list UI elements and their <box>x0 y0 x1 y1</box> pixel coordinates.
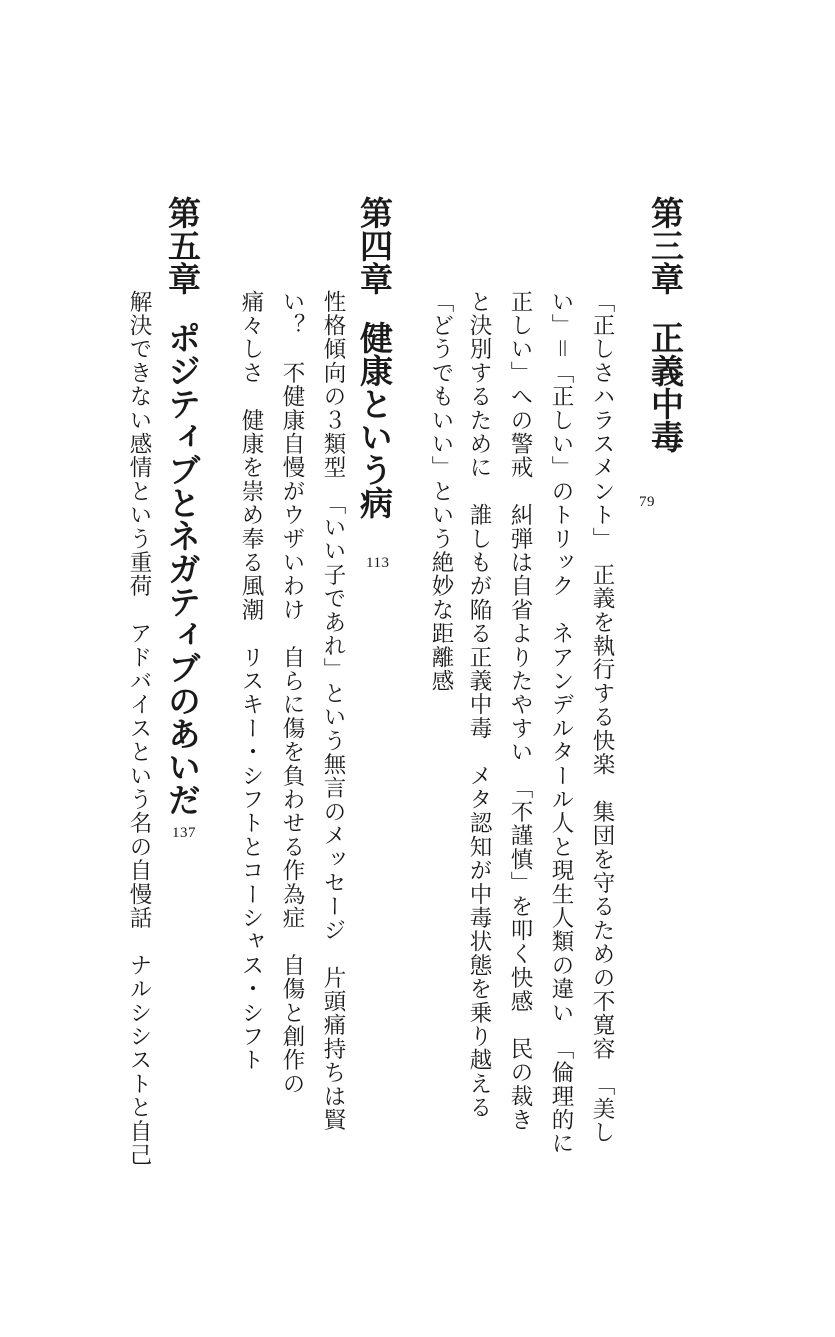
chapter-3-line-5: 「どうでもいい」という絶妙な距離感 <box>428 290 454 693</box>
chapter-5-line-1: 解決できない感情という重荷 アドバイスという名の自慢話 ナルシシストと自己 <box>126 290 152 1167</box>
chapter-3-line-3: 正しい」への警戒 糾弾は自省よりたやすい 「不謹慎」を叩く快感 民の裁き <box>507 290 533 1132</box>
chapter-3-page-number: 79 <box>639 494 655 510</box>
chapter-5-title: ポジティブとネガティブのあいだ <box>163 321 202 816</box>
chapter-4-title: 健康という病 <box>355 321 394 519</box>
chapter-3-line-4: と決別するために 誰しもが陥る正義中毒 メタ認知が中毒状態を乗り越える <box>466 290 492 1120</box>
chapter-4-line-3: 痛々しさ 健康を崇め奉る風潮 リスキー・シフトとコーシャス・シフト <box>238 290 264 1073</box>
chapter-3-heading <box>645 196 685 453</box>
chapter-4-label: 第四章 <box>355 196 394 295</box>
chapter-4-heading <box>354 196 394 519</box>
chapter-4-page-number: 113 <box>366 555 390 571</box>
chapter-3-line-1: 「正しさハラスメント」 正義を執行する快楽 集団を守るための不寛容 「美し <box>589 290 615 1145</box>
chapter-4-line-2: い？ 不健康自慢がウザいわけ 自らに傷を負わせる作為症 自傷と創作の <box>279 290 305 1096</box>
chapter-5-label: 第五章 <box>163 196 202 295</box>
chapter-5-page-number: 137 <box>172 825 196 841</box>
chapter-3-line-2: い」＝「正しい」のトリック ネアンデルタール人と現生人類の違い 「倫理的に <box>548 290 574 1156</box>
chapter-4-line-1: 性格傾向の３類型 「いい子であれ」という無言のメッセージ 片頭痛持ちは賢 <box>320 290 346 1132</box>
chapter-3-label: 第三章 <box>646 196 685 295</box>
chapter-5-heading <box>162 196 202 816</box>
chapter-3-title: 正義中毒 <box>646 321 685 453</box>
